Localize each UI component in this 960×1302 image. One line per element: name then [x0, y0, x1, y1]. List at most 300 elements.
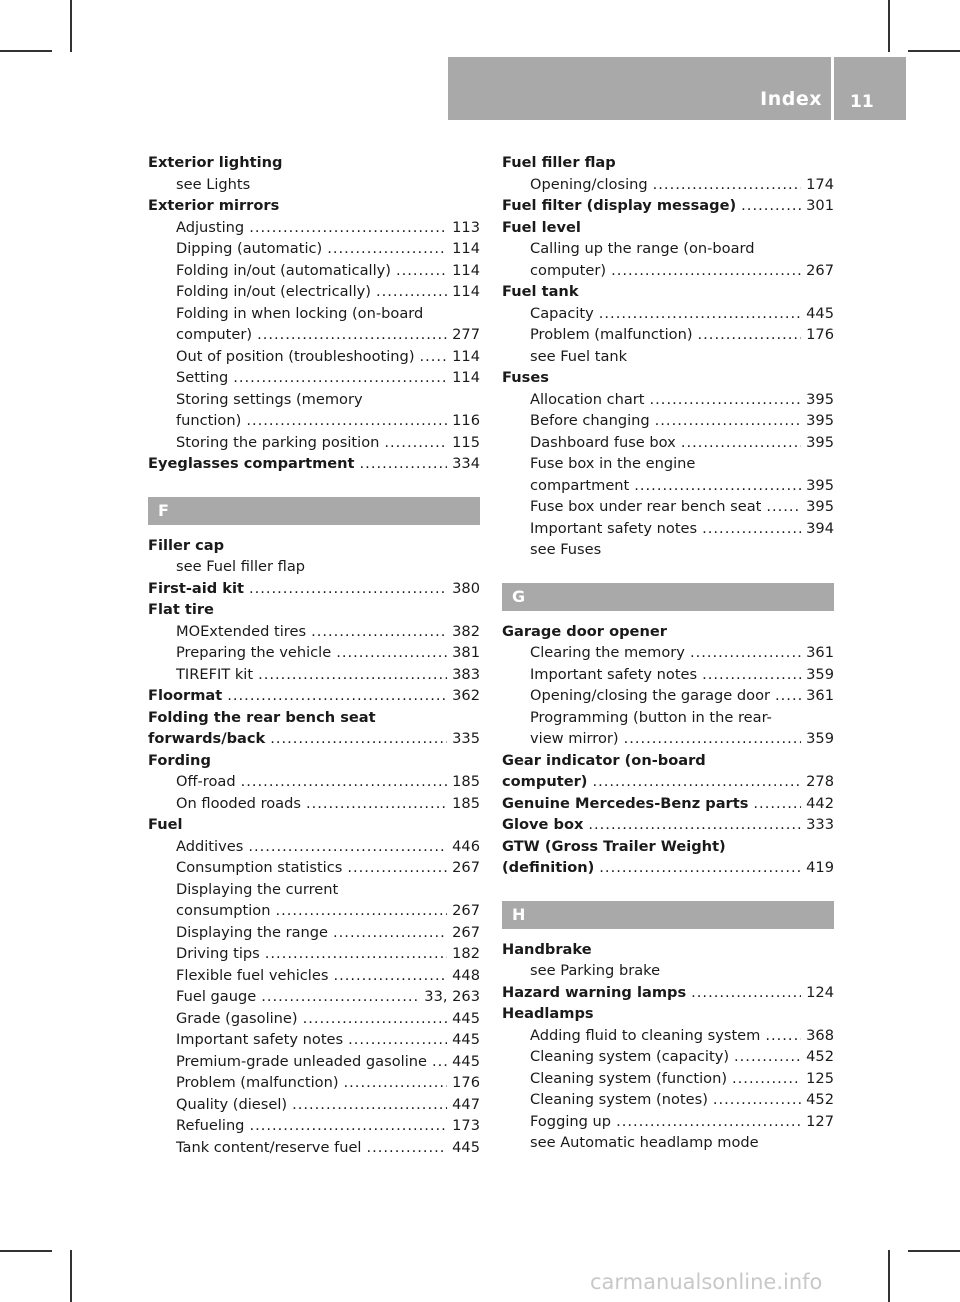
entry-page-number: 445	[452, 1031, 480, 1048]
leader-dots	[376, 281, 447, 303]
index-subentry	[502, 410, 834, 432]
entry-page-number: 445	[806, 304, 834, 322]
index-subentry	[148, 1137, 480, 1159]
leader-dots	[691, 982, 801, 1004]
entry-text: see Fuses	[530, 541, 602, 558]
entry-page-number: 445	[452, 1052, 480, 1070]
index-entry	[148, 535, 480, 557]
index-subentry	[502, 260, 834, 282]
leader-dots	[702, 664, 801, 686]
entry-text: Hazard warning lamps	[502, 983, 687, 1001]
index-entry	[502, 152, 834, 174]
leader-dots	[432, 1051, 447, 1073]
index-entry	[502, 1003, 834, 1025]
entry-text: Fuel filler flap	[502, 154, 616, 171]
index-subentry	[148, 1008, 480, 1030]
entry-text: Refueling	[176, 1117, 245, 1134]
index-entry	[502, 982, 834, 1004]
entry-page-number: 301	[806, 197, 834, 214]
leader-dots	[327, 238, 447, 260]
index-subentry	[502, 960, 834, 982]
index-subentry	[502, 1068, 834, 1090]
entry-text: (definition)	[502, 859, 595, 876]
entry-text: Fuel level	[502, 218, 581, 236]
index-subentry	[502, 496, 834, 518]
index-subentry	[148, 260, 480, 282]
index-subentry	[502, 539, 834, 561]
entry-text: Adding fluid to cleaning system	[530, 1026, 761, 1044]
entry-page-number: 278	[806, 773, 834, 790]
leader-dots	[257, 324, 447, 346]
entry-page-number: 185	[452, 794, 480, 812]
leader-dots	[753, 793, 801, 815]
index-entry	[148, 599, 480, 621]
entry-text: Flexible fuel vehicles	[176, 966, 329, 984]
entry-text: Fuse box under rear bench seat	[530, 498, 762, 515]
index-subentry	[502, 453, 834, 475]
leader-dots	[592, 771, 801, 793]
entry-text: Allocation chart	[530, 390, 645, 408]
leader-dots	[248, 836, 447, 858]
leader-dots	[384, 432, 447, 454]
entry-text: see Automatic headlamp mode	[530, 1134, 759, 1151]
entry-text: Filler cap	[148, 536, 225, 554]
crop-mark	[908, 1250, 960, 1252]
entry-page-number: 419	[806, 859, 834, 876]
index-subentry	[148, 879, 480, 901]
index-letter-heading: G	[502, 583, 834, 611]
entry-text: Opening/closing	[530, 175, 648, 193]
entry-text: Clearing the memory	[530, 644, 685, 661]
entry-page-number: 359	[806, 730, 834, 747]
index-column-right	[502, 152, 834, 1154]
entry-text: Problem (malfunction)	[530, 326, 693, 343]
leader-dots	[634, 475, 801, 497]
entry-page-number: 267	[452, 902, 480, 919]
entry-text: Fuses	[502, 369, 549, 386]
entry-text: Storing settings (memory	[176, 390, 363, 408]
index-subentry	[148, 238, 480, 260]
entry-text: function)	[176, 412, 242, 429]
page-title: Index	[760, 88, 822, 110]
index-subentry	[502, 518, 834, 540]
leader-dots	[306, 793, 447, 815]
leader-dots	[249, 217, 447, 239]
entry-page-number: 114	[452, 283, 480, 300]
entry-page-number: 382	[452, 622, 480, 640]
entry-page-number: 395	[806, 390, 834, 408]
index-subentry	[502, 432, 834, 454]
entry-page-number: 182	[452, 945, 480, 962]
entry-page-number: 442	[806, 794, 834, 812]
index-subentry	[148, 965, 480, 987]
entry-text: Setting	[176, 369, 229, 386]
leader-dots	[344, 1072, 448, 1094]
entry-page-number: 114	[452, 261, 480, 279]
header-separator	[831, 57, 834, 120]
entry-text: computer)	[530, 261, 607, 279]
entry-text: Flat tire	[148, 601, 214, 618]
index-entry	[502, 836, 834, 858]
index-entry	[502, 939, 834, 961]
leader-dots	[261, 986, 419, 1008]
index-subentry	[148, 1115, 480, 1137]
entry-text: Calling up the range (on-board	[530, 240, 755, 257]
index-subentry	[148, 857, 480, 879]
entry-text: Floormat	[148, 687, 223, 704]
entry-text: Fogging up	[530, 1112, 612, 1130]
leader-dots	[611, 260, 801, 282]
index-subentry	[148, 432, 480, 454]
watermark: carmanualsonline.info	[590, 1270, 823, 1294]
leader-dots	[249, 1115, 447, 1137]
leader-dots	[292, 1094, 447, 1116]
entry-page-number: 114	[452, 369, 480, 386]
leader-dots	[702, 518, 801, 540]
entry-text: MOExtended tires	[176, 622, 307, 640]
index-subentry	[502, 174, 834, 196]
entry-text: TIREFIT kit	[176, 665, 254, 683]
index-subentry	[502, 303, 834, 325]
index-entry	[148, 728, 480, 750]
entry-text: see Parking brake	[530, 962, 661, 979]
leader-dots	[690, 642, 801, 664]
index-subentry	[502, 707, 834, 729]
entry-page-number: 445	[452, 1138, 480, 1156]
index-entry	[502, 367, 834, 389]
index-subentry	[148, 217, 480, 239]
index-entry	[502, 217, 834, 239]
crop-mark	[888, 0, 890, 52]
crop-mark	[0, 1250, 52, 1252]
index-subentry	[148, 1029, 480, 1051]
index-entry	[148, 453, 480, 475]
index-subentry	[502, 642, 834, 664]
entry-page-number: 361	[806, 644, 834, 661]
entry-page-number: 447	[452, 1095, 480, 1113]
entry-text: Quality (diesel)	[176, 1095, 288, 1113]
leader-dots	[588, 814, 801, 836]
index-subentry	[502, 664, 834, 686]
entry-page-number: 381	[452, 644, 480, 661]
entry-page-number: 125	[806, 1069, 834, 1087]
index-subentry	[148, 367, 480, 389]
entry-text: Programming (button in the rear-	[530, 708, 772, 726]
header-bar	[448, 57, 906, 120]
leader-dots	[599, 857, 801, 879]
entry-text: Fuel gauge	[176, 988, 257, 1005]
entry-text: Exterior lighting	[148, 154, 283, 171]
index-subentry	[502, 1046, 834, 1068]
index-entry	[502, 814, 834, 836]
leader-dots	[681, 432, 801, 454]
index-subentry	[148, 556, 480, 578]
entry-text: consumption	[176, 902, 271, 919]
index-entry	[148, 152, 480, 174]
index-entry	[502, 857, 834, 879]
leader-dots	[732, 1068, 801, 1090]
entry-text: Cleaning system (notes)	[530, 1091, 708, 1108]
entry-page-number: 361	[806, 687, 834, 704]
entry-page-number: 383	[452, 665, 480, 683]
entry-text: Dashboard fuse box	[530, 433, 676, 451]
index-subentry	[148, 771, 480, 793]
leader-dots	[347, 857, 447, 879]
index-subentry	[148, 900, 480, 922]
entry-text: Handbrake	[502, 940, 592, 958]
entry-text: Fuel tank	[502, 283, 579, 300]
leader-dots	[336, 642, 447, 664]
index-subentry	[148, 1051, 480, 1073]
entry-text: Premium-grade unleaded gasoline	[176, 1052, 427, 1070]
index-entry	[148, 707, 480, 729]
entry-text: Out of position (troubleshooting)	[176, 347, 415, 365]
index-subentry	[148, 621, 480, 643]
index-subentry	[148, 922, 480, 944]
index-entry	[502, 195, 834, 217]
entry-text: Cleaning system (function)	[530, 1069, 728, 1087]
entry-text: Fuse box in the engine	[530, 455, 696, 472]
crop-mark	[888, 1250, 890, 1302]
entry-page-number: 115	[452, 433, 480, 451]
leader-dots	[698, 324, 802, 346]
entry-text: Folding in when locking (on-board	[176, 304, 424, 322]
entry-page-number: 445	[452, 1009, 480, 1027]
entry-page-number: 267	[806, 261, 834, 279]
index-subentry	[148, 1072, 480, 1094]
entry-page-number: 185	[452, 773, 480, 790]
entry-text: Off-road	[176, 773, 236, 790]
entry-page-number: 176	[806, 326, 834, 343]
entry-page-number: 334	[452, 455, 480, 472]
entry-page-number: 359	[806, 665, 834, 683]
entry-text: Tank content/reserve fuel	[176, 1138, 362, 1156]
entry-text: Genuine Mercedes-Benz parts	[502, 794, 749, 812]
entry-page-number: 116	[452, 412, 480, 429]
index-entry	[502, 793, 834, 815]
entry-page-number: 452	[806, 1091, 834, 1108]
entry-page-number: 127	[806, 1112, 834, 1130]
entry-page-number: 395	[806, 476, 834, 494]
crop-mark	[70, 1250, 72, 1302]
index-entry	[148, 814, 480, 836]
index-subentry	[502, 346, 834, 368]
leader-dots	[265, 943, 447, 965]
entry-text: First-aid kit	[148, 579, 244, 597]
entry-text: view mirror)	[530, 730, 619, 747]
entry-text: Folding in/out (automatically)	[176, 261, 391, 279]
entry-text: compartment	[530, 476, 630, 494]
index-subentry	[148, 642, 480, 664]
entry-text: Important safety notes	[530, 665, 698, 683]
leader-dots	[650, 389, 802, 411]
index-subentry	[502, 728, 834, 750]
index-subentry	[502, 1025, 834, 1047]
entry-page-number: 362	[452, 687, 480, 704]
entry-text: Fuel filter (display message)	[502, 197, 737, 214]
entry-page-number: 333	[806, 816, 834, 833]
entry-page-number: 368	[806, 1026, 834, 1044]
crop-mark	[0, 50, 52, 52]
entry-page-number: 33, 263	[424, 988, 480, 1005]
entry-text: see Fuel filler flap	[176, 558, 306, 575]
entry-text: Consumption statistics	[176, 859, 343, 876]
index-subentry	[148, 943, 480, 965]
leader-dots	[303, 1008, 448, 1030]
index-entry	[502, 771, 834, 793]
crop-mark	[908, 50, 960, 52]
index-subentry	[148, 324, 480, 346]
entry-text: Gear indicator (on-board	[502, 751, 706, 769]
entry-page-number: 335	[452, 730, 480, 747]
leader-dots	[241, 771, 448, 793]
entry-text: Garage door opener	[502, 622, 667, 640]
leader-dots	[599, 303, 801, 325]
entry-page-number: 380	[452, 579, 480, 597]
leader-dots	[653, 174, 801, 196]
entry-page-number: 174	[806, 175, 834, 193]
entry-text: Glove box	[502, 816, 584, 833]
leader-dots	[333, 922, 447, 944]
entry-text: Exterior mirrors	[148, 197, 280, 214]
entry-text: Driving tips	[176, 945, 260, 962]
entry-text: Adjusting	[176, 218, 245, 236]
index-subentry	[502, 1089, 834, 1111]
entry-page-number: 394	[806, 519, 834, 537]
index-subentry	[148, 986, 480, 1008]
entry-page-number: 395	[806, 498, 834, 515]
entry-page-number: 173	[452, 1117, 480, 1134]
index-entry	[148, 578, 480, 600]
entry-text: see Fuel tank	[530, 347, 628, 365]
index-subentry	[148, 836, 480, 858]
index-subentry	[502, 238, 834, 260]
entry-text: Before changing	[530, 412, 650, 429]
index-subentry	[502, 475, 834, 497]
entry-text: Preparing the vehicle	[176, 644, 332, 661]
leader-dots	[655, 410, 801, 432]
leader-dots	[741, 195, 801, 217]
leader-dots	[276, 900, 448, 922]
entry-page-number: 277	[452, 326, 480, 343]
index-subentry	[148, 281, 480, 303]
index-subentry	[502, 685, 834, 707]
index-entry	[502, 281, 834, 303]
leader-dots	[616, 1111, 801, 1133]
entry-text: Displaying the range	[176, 923, 329, 941]
entry-text: Grade (gasoline)	[176, 1009, 298, 1027]
entry-text: Displaying the current	[176, 880, 339, 898]
crop-mark	[70, 0, 72, 52]
index-subentry	[502, 1132, 834, 1154]
entry-page-number: 452	[806, 1048, 834, 1065]
entry-text: GTW (Gross Trailer Weight)	[502, 837, 726, 855]
entry-text: Problem (malfunction)	[176, 1074, 339, 1091]
index-letter-heading: F	[148, 497, 480, 525]
leader-dots	[734, 1046, 801, 1068]
leader-dots	[396, 260, 447, 282]
leader-dots	[249, 578, 447, 600]
entry-text: Storing the parking position	[176, 433, 380, 451]
entry-text: Cleaning system (capacity)	[530, 1048, 730, 1065]
index-subentry	[148, 410, 480, 432]
entry-text: Important safety notes	[176, 1031, 344, 1048]
index-entry	[502, 750, 834, 772]
entry-text: Eyeglasses compartment	[148, 455, 355, 472]
entry-text: Opening/closing the garage door	[530, 687, 771, 704]
index-subentry	[148, 346, 480, 368]
entry-text: Capacity	[530, 304, 594, 322]
leader-dots	[227, 685, 447, 707]
entry-page-number: 113	[452, 218, 480, 236]
index-subentry	[502, 324, 834, 346]
leader-dots	[270, 728, 447, 750]
entry-page-number: 395	[806, 433, 834, 451]
entry-text: Headlamps	[502, 1005, 594, 1022]
leader-dots	[233, 367, 447, 389]
entry-text: Fording	[148, 751, 211, 769]
leader-dots	[766, 496, 801, 518]
index-subentry	[148, 793, 480, 815]
index-entry	[148, 750, 480, 772]
index-entry	[148, 195, 480, 217]
leader-dots	[348, 1029, 447, 1051]
index-subentry	[148, 389, 480, 411]
index-subentry	[148, 174, 480, 196]
index-entry	[502, 621, 834, 643]
leader-dots	[420, 346, 448, 368]
entry-text: Folding the rear bench seat	[148, 708, 376, 726]
entry-page-number: 448	[452, 966, 480, 984]
leader-dots	[713, 1089, 801, 1111]
leader-dots	[367, 1137, 448, 1159]
leader-dots	[360, 453, 448, 475]
entry-text: Folding in/out (electrically)	[176, 283, 371, 300]
entry-text: Fuel	[148, 816, 183, 833]
index-subentry	[502, 389, 834, 411]
entry-page-number: 124	[806, 983, 834, 1001]
entry-page-number: 267	[452, 859, 480, 876]
index-column-left	[148, 152, 480, 1158]
index-subentry	[148, 664, 480, 686]
index-entry	[148, 685, 480, 707]
leader-dots	[311, 621, 447, 643]
leader-dots	[333, 965, 447, 987]
leader-dots	[765, 1025, 801, 1047]
index-subentry	[502, 1111, 834, 1133]
index-subentry	[148, 303, 480, 325]
entry-page-number: 446	[452, 837, 480, 855]
entry-text: forwards/back	[148, 730, 266, 747]
entry-text: Additives	[176, 837, 244, 855]
entry-text: Dipping (automatic)	[176, 240, 323, 257]
leader-dots	[246, 410, 447, 432]
entry-page-number: 114	[452, 347, 480, 365]
leader-dots	[624, 728, 802, 750]
entry-text: Important safety notes	[530, 519, 698, 537]
entry-text: computer)	[176, 326, 253, 343]
entry-text: see Lights	[176, 175, 251, 193]
entry-text: On flooded roads	[176, 794, 301, 812]
index-subentry	[148, 1094, 480, 1116]
entry-text: computer)	[502, 773, 588, 790]
entry-page-number: 267	[452, 923, 480, 941]
entry-page-number: 176	[452, 1074, 480, 1091]
leader-dots	[775, 685, 801, 707]
index-letter-heading: H	[502, 901, 834, 929]
entry-page-number: 114	[452, 240, 480, 257]
leader-dots	[258, 664, 447, 686]
